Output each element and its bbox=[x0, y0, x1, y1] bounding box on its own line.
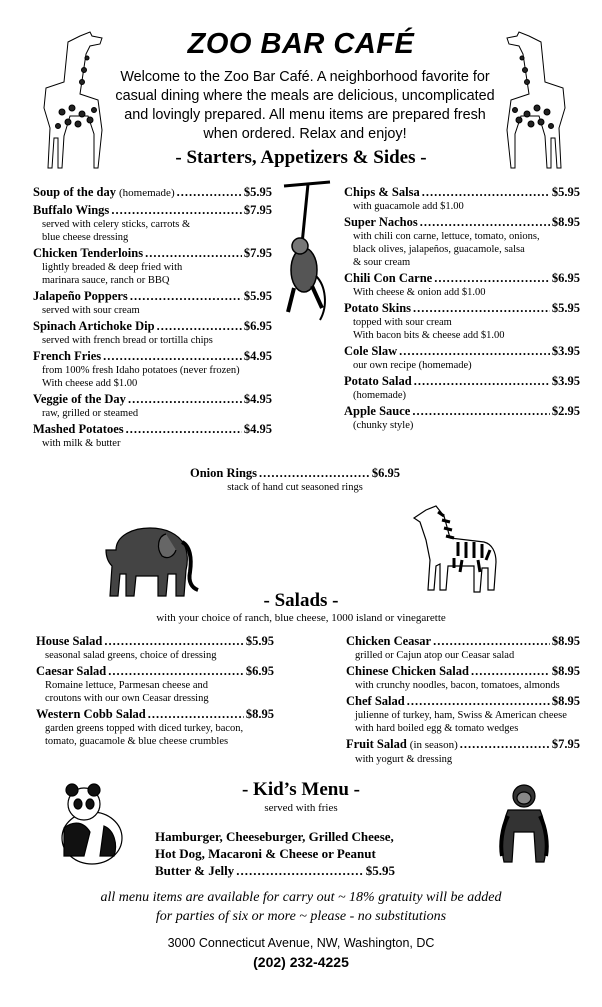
item-name: Chips & Salsa bbox=[344, 185, 420, 199]
item-name: House Salad bbox=[36, 634, 103, 648]
phone-number: (202) 232-4225 bbox=[253, 954, 349, 970]
item-name: Soup of the day bbox=[33, 185, 117, 199]
menu-item bbox=[33, 202, 272, 244]
item-price: $7.95 bbox=[551, 737, 580, 751]
menu-item bbox=[36, 663, 274, 705]
item-description: Romaine lettuce, Parmesan cheese and bbox=[45, 680, 208, 691]
starters-title: - Starters, Appetizers & Sides - bbox=[175, 147, 427, 168]
kids-title: - Kid’s Menu - bbox=[241, 779, 361, 800]
item-price: $6.95 bbox=[243, 319, 272, 333]
menu-item bbox=[344, 270, 580, 299]
item-description: from 100% fresh Idaho potatoes (never frozen) bbox=[42, 365, 240, 376]
elephant-icon bbox=[106, 520, 202, 600]
onion-rings-item bbox=[190, 465, 400, 494]
menu-item bbox=[344, 300, 580, 342]
item-name: Jalapeño Poppers bbox=[33, 289, 128, 303]
item-description: (chunky style) bbox=[353, 420, 414, 431]
address: 3000 Connecticut Avenue, NW, Washington, DC bbox=[167, 936, 435, 950]
item-description: with chili con carne, lettuce, tomato, onions, bbox=[353, 231, 540, 242]
item-description: marinara sauce, ranch or BBQ bbox=[42, 275, 170, 286]
item-name: Butter & Jelly bbox=[155, 863, 235, 878]
item-name: Mashed Potatoes bbox=[33, 422, 124, 436]
item-description: (homemade) bbox=[353, 390, 407, 401]
item-description: with crunchy noodles, bacon, tomatoes, almonds bbox=[355, 680, 560, 691]
zebra-icon bbox=[418, 500, 504, 598]
item-name: French Fries bbox=[33, 349, 102, 363]
starters-left-column bbox=[33, 184, 272, 451]
item-price: $2.95 bbox=[551, 404, 580, 418]
salads-left-column bbox=[36, 633, 274, 749]
item-description: with yogurt & dressing bbox=[355, 754, 453, 765]
item-name: Chicken Tenderloins bbox=[33, 246, 144, 260]
item-description: seasonal salad greens, choice of dressing bbox=[45, 650, 217, 661]
menu-item bbox=[346, 693, 580, 735]
salads-subtitle: with your choice of ranch, blue cheese, 1000 island or vinegarette bbox=[156, 612, 446, 624]
item-name: Onion Rings bbox=[190, 466, 258, 480]
item-name: Super Nachos bbox=[344, 215, 418, 229]
item-price: $5.95 bbox=[551, 301, 580, 315]
item-price: $8.95 bbox=[551, 694, 580, 708]
item-description: stack of hand cut seasoned rings bbox=[227, 482, 363, 493]
item-name: Spinach Artichoke Dip bbox=[33, 319, 155, 333]
item-name: Cole Slaw bbox=[344, 344, 398, 358]
item-description: with hard boiled egg & tomato wedges bbox=[355, 723, 519, 734]
kids-line: Hamburger, Cheeseburger, Grilled Cheese, bbox=[155, 829, 394, 844]
chimpanzee-icon bbox=[496, 782, 554, 868]
item-price: $3.95 bbox=[551, 344, 580, 358]
item-description: served with celery sticks, carrots & bbox=[42, 219, 191, 230]
panda-icon bbox=[54, 778, 130, 868]
item-description: blue cheese dressing bbox=[42, 232, 129, 243]
menu-item bbox=[344, 214, 580, 269]
kids-items bbox=[155, 828, 395, 879]
item-name: Western Cobb Salad bbox=[36, 707, 146, 721]
menu-item bbox=[33, 288, 272, 317]
item-description: croutons with our own Ceasar dressing bbox=[45, 693, 209, 704]
item-description: julienne of turkey, ham, Swiss & American cheese bbox=[355, 710, 567, 721]
item-name: Caesar Salad bbox=[36, 664, 107, 678]
item-description: served with french bread or tortilla chips bbox=[42, 335, 213, 346]
item-price: $6.95 bbox=[371, 466, 400, 480]
menu-item bbox=[33, 391, 272, 420]
salads-title: - Salads - bbox=[263, 590, 339, 611]
item-price: $8.95 bbox=[245, 707, 274, 721]
monkey-icon bbox=[278, 180, 336, 330]
item-price: $8.95 bbox=[551, 664, 580, 678]
item-name: Veggie of the Day bbox=[33, 392, 126, 406]
menu-item bbox=[33, 318, 272, 347]
item-name: Chinese Chicken Salad bbox=[346, 664, 469, 678]
item-description: & sour cream bbox=[353, 257, 411, 268]
item-price: $7.95 bbox=[243, 203, 272, 217]
item-price: $6.95 bbox=[551, 271, 580, 285]
item-price: $7.95 bbox=[243, 246, 272, 260]
item-price: $5.95 bbox=[551, 185, 580, 199]
item-price: $8.95 bbox=[551, 634, 580, 648]
item-note: (homemade) bbox=[119, 187, 175, 199]
item-description: served with sour cream bbox=[42, 305, 140, 316]
menu-item bbox=[36, 633, 274, 662]
menu-item bbox=[33, 245, 272, 287]
item-price: $5.95 bbox=[365, 863, 395, 878]
item-description: With cheese & onion add $1.00 bbox=[353, 287, 486, 298]
intro-text: Welcome to the Zoo Bar Café. A neighborhood favorite for casual dining where the meals are delicious, uncomplicated and lovingly prepared. All menu items are prepared fresh when ordered. Relax and enjoy! bbox=[115, 69, 495, 142]
item-name: Apple Sauce bbox=[344, 404, 411, 418]
footer-note: all menu items are available for carry out ~ 18% gratuity will be added for parties of six or more ~ please - no substitutions bbox=[100, 890, 502, 924]
salads-right-column bbox=[346, 633, 580, 767]
menu-item bbox=[346, 663, 580, 692]
kids-subtitle: served with fries bbox=[264, 802, 338, 814]
menu-item bbox=[36, 706, 274, 748]
item-price: $8.95 bbox=[551, 215, 580, 229]
menu-item bbox=[344, 184, 580, 213]
item-name: Fruit Salad bbox=[346, 737, 407, 751]
item-description: with guacamole add $1.00 bbox=[353, 201, 464, 212]
item-description: lightly breaded & deep fried with bbox=[42, 262, 183, 273]
item-price: $3.95 bbox=[551, 374, 580, 388]
item-name: Buffalo Wings bbox=[33, 203, 110, 217]
item-price: $4.95 bbox=[243, 349, 272, 363]
item-description: tomato, guacamole & blue cheese crumbles bbox=[45, 736, 229, 747]
menu-item bbox=[344, 373, 580, 402]
item-description: With cheese add $1.00 bbox=[42, 378, 138, 389]
item-price: $4.95 bbox=[243, 392, 272, 406]
menu-item bbox=[346, 736, 580, 766]
menu-item bbox=[346, 633, 580, 662]
item-name: Chef Salad bbox=[346, 694, 405, 708]
item-name: Chicken Ceasar bbox=[346, 634, 432, 648]
item-price: $5.95 bbox=[245, 634, 274, 648]
starters-right-column bbox=[344, 184, 580, 433]
item-description: With bacon bits & cheese add $1.00 bbox=[353, 330, 505, 341]
item-name: Potato Skins bbox=[344, 301, 412, 315]
item-price: $4.95 bbox=[243, 422, 272, 436]
menu-item bbox=[344, 403, 580, 432]
menu-item bbox=[344, 343, 580, 372]
item-name: Potato Salad bbox=[344, 374, 412, 388]
item-description: grilled or Cajun atop our Ceasar salad bbox=[355, 650, 515, 661]
item-description: garden greens topped with diced turkey, bacon, bbox=[45, 723, 244, 734]
page-title: ZOO BAR CAFÉ bbox=[187, 28, 415, 60]
item-description: our own recipe (homemade) bbox=[353, 360, 472, 371]
item-price: $6.95 bbox=[245, 664, 274, 678]
item-description: with milk & butter bbox=[42, 438, 121, 449]
item-description: topped with sour cream bbox=[353, 317, 452, 328]
menu-item bbox=[33, 184, 272, 201]
item-description: raw, grilled or steamed bbox=[42, 408, 139, 419]
item-name: Chili Con Carne bbox=[344, 271, 433, 285]
menu-item bbox=[33, 348, 272, 390]
item-note: (in season) bbox=[409, 739, 458, 751]
item-price: $5.95 bbox=[243, 185, 272, 199]
menu-item bbox=[33, 421, 272, 450]
item-description: black olives, jalapeños, guacamole, salsa bbox=[353, 244, 525, 255]
item-price: $5.95 bbox=[243, 289, 272, 303]
kids-line: Hot Dog, Macaroni & Cheese or Peanut bbox=[155, 846, 376, 861]
